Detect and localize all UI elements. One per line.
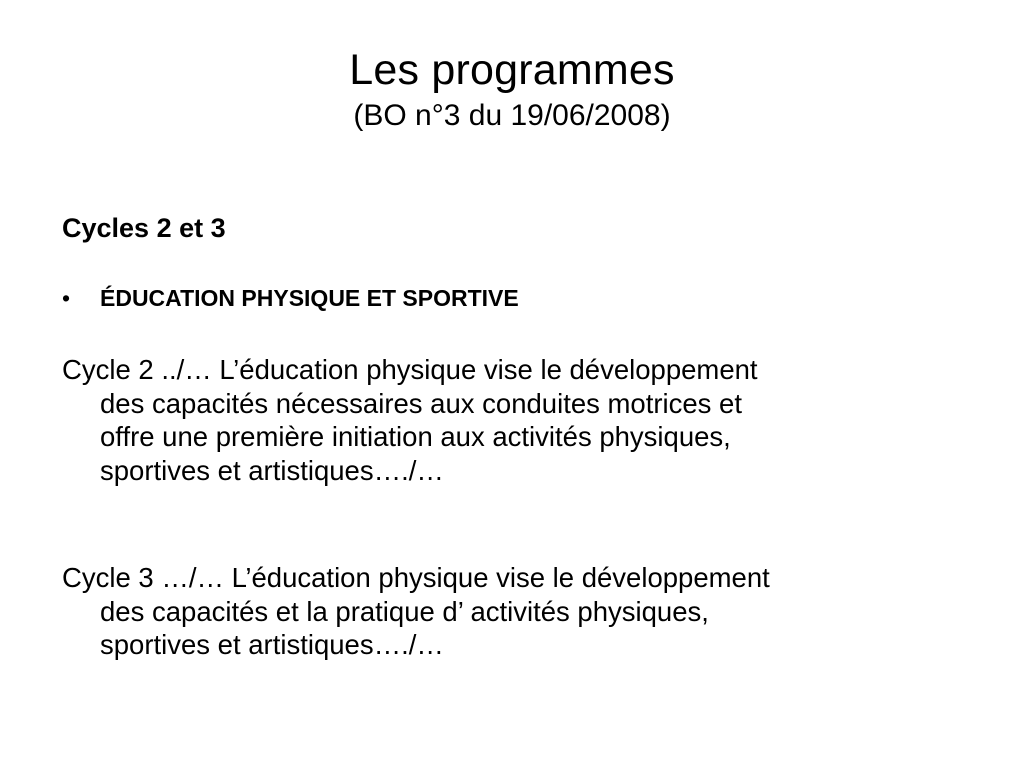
paragraph-line: Cycle 3 …/… L’éducation physique vise le développement [62,562,770,593]
bullet-text: ÉDUCATION PHYSIQUE ET SPORTIVE [100,285,519,311]
paragraph-line: sportives et artistiques…./… [100,454,444,486]
paragraph-cycle-3 [62,561,1000,662]
paragraph-line: offre une première initiation aux activités physiques, [100,421,731,452]
bullet-item [62,284,519,312]
title-block [0,44,1024,135]
paragraph-line: sportives et artistiques…./… [100,629,444,660]
paragraph-line: Cycle 2 ../… L’éducation physique vise le développement [62,354,758,385]
paragraph-line: des capacités nécessaires aux conduites motrices et [100,387,742,419]
slide-subtitle: (BO n°3 du 19/06/2008) [353,99,671,132]
paragraph-line: des capacités et la pratique d’ activités physiques, [100,595,709,627]
section-heading: Cycles 2 et 3 [62,213,226,243]
slide-title: Les programmes [349,46,675,94]
paragraph-cycle-2 [62,353,1000,487]
bullet-marker: • [62,285,71,311]
